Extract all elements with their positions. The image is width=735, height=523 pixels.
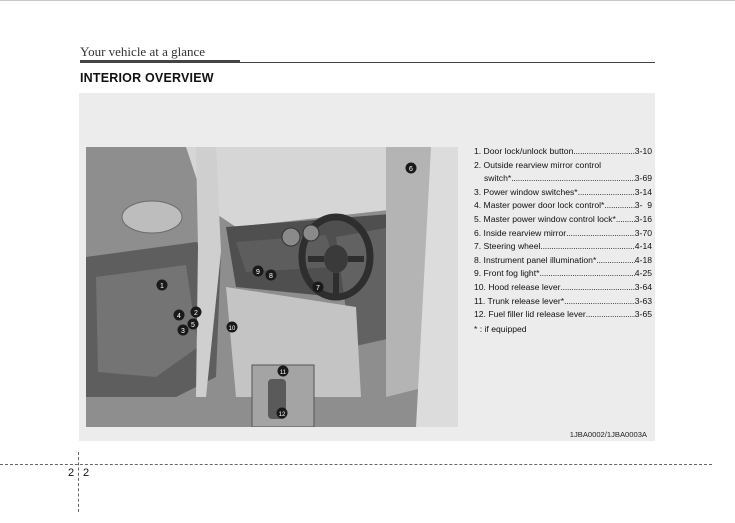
header-rule-accent [80,60,240,63]
legend-item-page: 3-16 [634,213,652,224]
legend-item-label: 7. Steering wheel [474,241,541,252]
callout-label: 7 [316,285,320,292]
legend-item-page: 3-65 [634,309,652,320]
callout-12 [277,408,288,419]
callout-5 [188,319,199,330]
legend-item-label: 3. Power window switches* [474,186,578,197]
callout-8 [266,270,277,281]
car-interior-illustration [86,147,458,427]
legend-item-label: 4. Master power door lock control* [474,200,605,211]
callout-7 [313,282,324,293]
footer-dashed-rule [0,464,712,465]
callout-2 [191,307,202,318]
legend-item-page: 3-63 [634,295,652,306]
legend-item [474,159,652,173]
legend-item-label: 8. Instrument panel illumination* [474,254,597,265]
legend-item-label: 9. Front fog light* [474,268,540,279]
page-number-chapter: 2 [68,467,75,479]
legend-item-page: 4-18 [634,254,652,265]
top-rule [0,0,735,1]
callout-label: 1 [160,283,164,290]
legend-item-page: 4-14 [634,241,652,252]
legend-item-label: 10. Hood release lever [474,281,561,292]
legend-item [474,186,652,200]
legend-item-page: 3-10 [634,146,652,156]
legend-item [474,267,652,281]
legend-item-page: 4-25 [634,268,652,279]
legend-item-page: 3-14 [634,186,652,197]
legend-item [474,145,652,159]
legend-item [474,199,652,213]
callout-label: 2 [194,310,198,317]
callout-label: 4 [177,313,181,320]
callout-11 [278,366,289,377]
legend-item-continuation [474,172,652,186]
callout-label: 6 [409,166,413,173]
callout-6 [406,163,417,174]
callout-10 [227,322,238,333]
callout-label: 12 [278,412,286,418]
legend-item [474,227,652,241]
page-number: 2 [83,467,90,479]
callout-1 [157,280,168,291]
legend-item-label: 2. Outside rearview mirror control [474,159,602,170]
callout-label: 8 [269,273,273,280]
legend-item [474,254,652,268]
legend-item [474,240,652,254]
legend-item-page: 3-64 [634,281,652,292]
callout-label: 10 [228,326,236,332]
section-header: Your vehicle at a glance [80,44,206,59]
callout-label: 9 [256,269,260,276]
legend-item-label: 1. Door lock/unlock button [474,146,574,156]
callout-4 [174,310,185,321]
callout-9 [253,266,264,277]
legend-item-page: 3- 9 [634,200,652,211]
legend-item [474,308,652,322]
callout-label: 11 [279,370,287,376]
callout-3 [178,325,189,336]
callout-label: 5 [191,322,195,329]
image-code: 1JBA0002/1JBA0003A [569,430,647,439]
legend-item-label: 6. Inside rearview mirror [474,227,567,238]
legend-footnote: * : if equipped [474,323,527,334]
legend-item [474,281,652,295]
legend-item-page: 3-69 [634,173,652,184]
legend-item-label: 12. Fuel filler lid release lever [474,309,586,320]
page-number-divider [78,452,79,512]
legend-item-page: 3-70 [634,227,652,238]
legend-item [474,295,652,309]
legend-item-label: switch* [484,173,512,184]
legend-list [474,145,652,336]
legend-item-label: 5. Master power window control lock* [474,213,616,224]
legend-item-label: 11. Trunk release lever* [474,295,565,306]
legend-item [474,213,652,227]
page-title: INTERIOR OVERVIEW [80,71,214,85]
illustration-panel [79,93,655,441]
callout-label: 3 [181,328,185,335]
